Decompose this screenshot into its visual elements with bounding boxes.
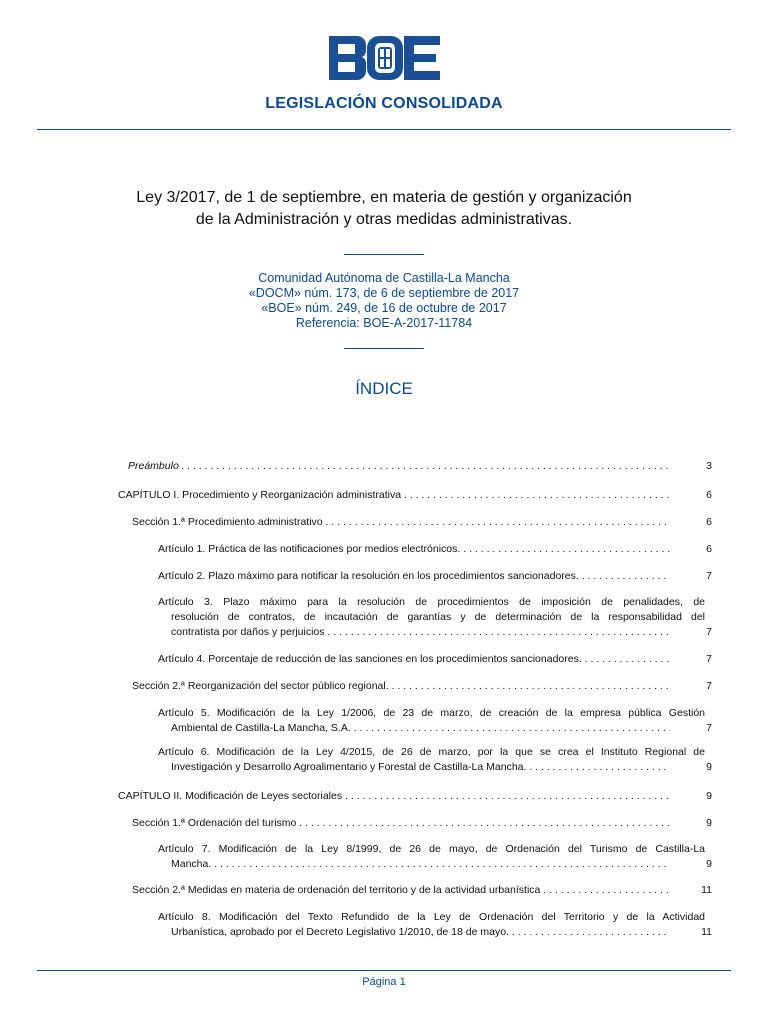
toc-entry[interactable]	[0, 542, 768, 557]
toc-leader-dots	[582, 653, 670, 665]
toc-page-number: 7	[706, 680, 712, 692]
toc-leader-dots	[325, 626, 671, 638]
toc-leader-dots	[342, 790, 670, 802]
toc-leader-dots	[460, 543, 670, 555]
toc-page-number: 9	[706, 761, 712, 773]
toc-page-number: 7	[706, 570, 712, 582]
toc-entry-text: Sección 2.ª Medidas en materia de ordenación del territorio y de la actividad urbanística . . .	[132, 883, 670, 898]
toc-entry-text: Sección 1.ª Ordenación del turismo . . .	[132, 816, 670, 831]
toc-leader-dots	[179, 460, 670, 472]
toc-page-number: 6	[706, 516, 712, 528]
section-title: LEGISLACIÓN CONSOLIDADA	[265, 95, 503, 112]
toc-entry-text: CAPÍTULO II. Modificación de Leyes sectoriales . . .	[118, 789, 670, 804]
toc-entry-text: Urbanística, aprobado por el Decreto Legislativo 1/2010, de 18 de mayo. . . .	[171, 925, 670, 940]
index-title: ÍNDICE	[355, 379, 413, 398]
toc-entry[interactable]	[0, 569, 768, 584]
publication-line: Referencia: BOE-A-2017-11784	[295, 316, 473, 330]
toc-page-number: 9	[706, 858, 712, 870]
toc-entry[interactable]	[0, 679, 768, 694]
toc-entry-text: CAPÍTULO I. Procedimiento y Reorganización administrativa . . .	[118, 488, 670, 503]
toc-entry-text: Sección 1.ª Procedimiento administrativo . . .	[132, 515, 670, 530]
publication-line: Comunidad Autónoma de Castilla-La Mancha	[258, 271, 510, 285]
publication-line: «DOCM» núm. 173, de 6 de septiembre de 2017	[248, 286, 520, 300]
toc-entry[interactable]	[0, 910, 768, 940]
toc-page-number: 7	[706, 653, 712, 665]
toc-leader-dots	[526, 761, 670, 773]
toc-entry-text: Investigación y Desarrollo Agroalimentario y Forestal de Castilla-La Mancha. . . .	[171, 760, 670, 775]
toc-entry-text: Artículo 2. Plazo máximo para notificar la resolución en los procedimientos sancionadores. . . .	[158, 569, 670, 584]
toc-entry[interactable]	[0, 842, 768, 872]
toc-leader-dots	[401, 489, 670, 501]
publication-info	[0, 271, 768, 331]
page-number: Página 1	[362, 976, 406, 988]
toc-entry-text: Mancha. . . .	[171, 857, 670, 872]
toc-leader-dots	[579, 570, 670, 582]
toc-page-number: 6	[706, 489, 712, 501]
document-title-line: Ley 3/2017, de 1 de septiembre, en materia de gestión y organización	[136, 189, 632, 206]
toc-page-number: 6	[706, 543, 712, 555]
toc-entry-text: Artículo 6. Modificación de la Ley 4/2015, de 26 de marzo, por la que se crea el Instituto Regional de	[158, 746, 705, 758]
toc-entry[interactable]	[0, 789, 768, 804]
toc-entry[interactable]	[0, 595, 768, 640]
toc-entry-text: resolución de contratos, de incautación de garantías y de determinación de la responsabilidad del	[171, 611, 705, 623]
toc-entry-text: Sección 2.ª Reorganización del sector público regional. . . .	[132, 679, 670, 694]
publication-divider	[344, 348, 424, 349]
document-title	[60, 187, 708, 231]
toc-entry[interactable]	[0, 816, 768, 831]
toc-page-number: 11	[701, 884, 712, 896]
toc-page-number: 7	[706, 626, 712, 638]
toc-leader-dots	[540, 884, 670, 896]
toc-entry[interactable]	[0, 883, 768, 898]
toc-entry[interactable]	[0, 459, 768, 474]
toc-entry-text: Artículo 3. Plazo máximo para la resolución de procedimientos de imposición de penalidades, de	[158, 596, 705, 608]
toc-entry-text: Artículo 8. Modificación del Texto Refundido de la Ley de Ordenación del Territorio y de la Actividad	[158, 911, 705, 923]
toc-entry-text: contratista por daños y perjuicios . . .	[171, 625, 670, 640]
toc-entry-text: Preámbulo . . .	[128, 459, 670, 474]
title-divider	[344, 254, 424, 255]
toc-page-number: 7	[706, 722, 712, 734]
toc-entry[interactable]	[0, 706, 768, 736]
toc-leader-dots	[389, 680, 670, 692]
toc-entry[interactable]	[0, 488, 768, 503]
toc-entry[interactable]	[0, 745, 768, 775]
document-title-line: de la Administración y otras medidas administrativas.	[195, 211, 573, 228]
header-divider	[37, 129, 731, 130]
toc-leader-dots	[296, 817, 670, 829]
toc-leader-dots	[351, 722, 670, 734]
toc-page-number: 11	[701, 926, 712, 938]
toc-entry[interactable]	[0, 515, 768, 530]
toc-leader-dots	[211, 858, 670, 870]
footer-divider	[37, 970, 731, 971]
toc-entry-text: Ambiental de Castilla-La Mancha, S.A. . . .	[171, 721, 670, 736]
toc-leader-dots	[509, 926, 670, 938]
toc-entry[interactable]	[0, 652, 768, 667]
toc-leader-dots	[323, 516, 670, 528]
toc-entry-text: Artículo 4. Porcentaje de reducción de las sanciones en los procedimientos sancionadores. . . .	[158, 652, 670, 667]
toc-entry-text: Artículo 1. Práctica de las notificaciones por medios electrónicos. . . .	[158, 542, 670, 557]
publication-line: «BOE» núm. 249, de 16 de octubre de 2017	[261, 301, 507, 315]
toc-entry-text: Artículo 7. Modificación de la Ley 8/1999, de 26 de mayo, de Ordenación del Turismo de Castilla-La	[158, 843, 705, 855]
toc-page-number: 9	[706, 817, 712, 829]
toc-page-number: 3	[706, 460, 712, 472]
boe-logo	[329, 36, 440, 80]
toc-entry-text: Artículo 5. Modificación de la Ley 1/2006, de 23 de marzo, de creación de la empresa pública Gestión	[158, 707, 705, 719]
toc-page-number: 9	[706, 790, 712, 802]
